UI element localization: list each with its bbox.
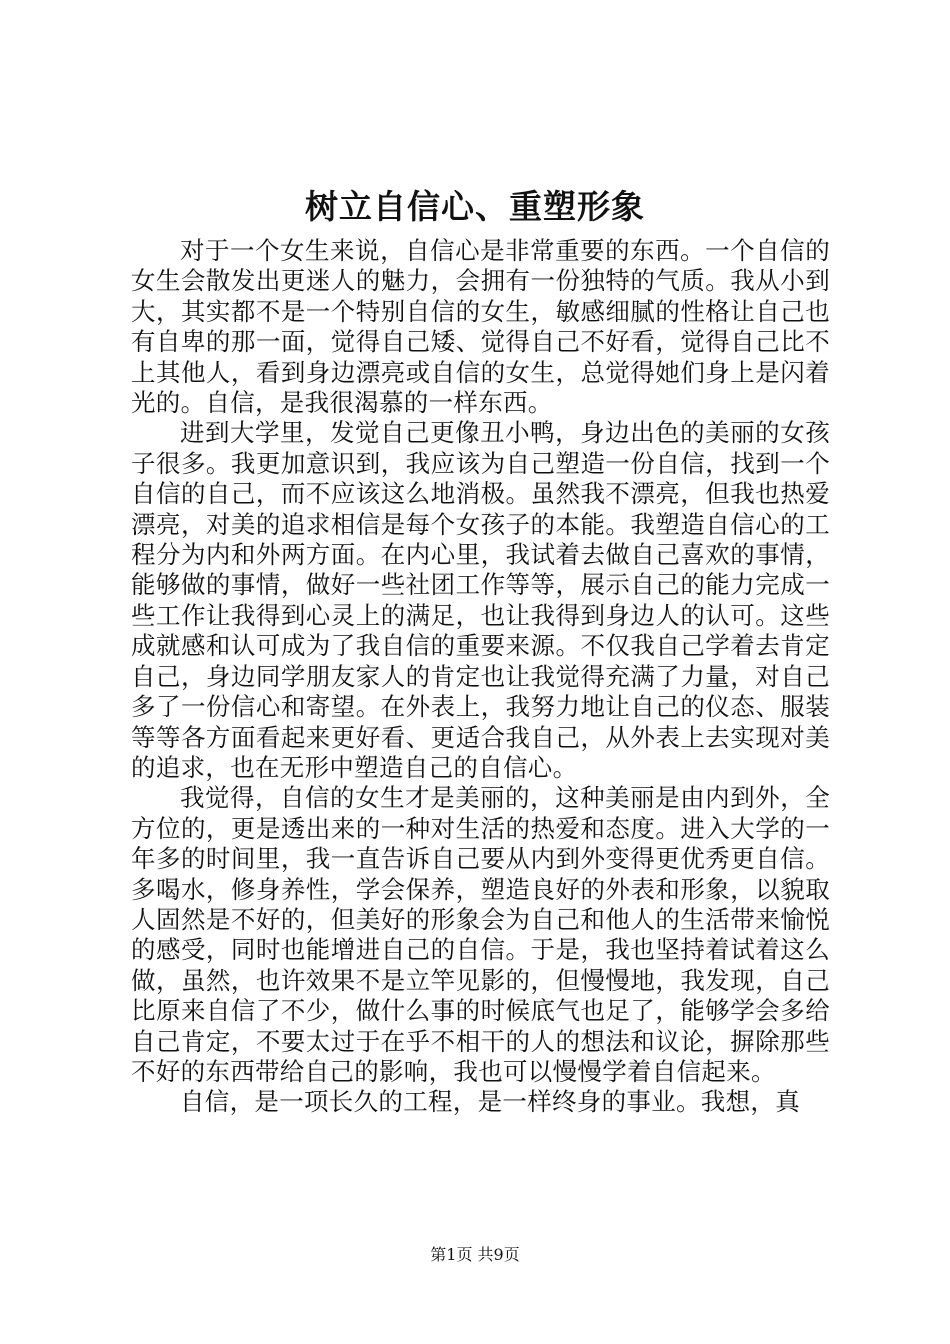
document-body (131, 236, 830, 1118)
page-number-footer: 第1页 共9页 (430, 1245, 520, 1264)
paragraph-4: 自信，是一项长久的工程，是一样终身的事业。我想，真 (180, 1087, 800, 1117)
paragraph-3: 我觉得，自信的女生才是美丽的，这种美丽是由内到外，全方位的，更是透出来的一种对生活的热爱和态度。进入大学的一年多的时间里，我一直告诉自己要从内到外变得更优秀更自信。多喝水，修身养性，学会保养，塑造良好的外表和形象，以貌取人固然是不好的，但美好的形象会为自己和他人的生活带来愉悦的感受，同时也能增进自己的自信。于是，我也坚持着试着这么做，虽然，也许效果不是立竿见影的，但慢慢地，我发现，自己比原来自信了不少，做什么事的时候底气也足了，能够学会多给自己肯定，不要太过于在乎不相干的人的想法和议论，摒除那些不好的东西带给自己的影响，我也可以慢慢学着自信起来。 (131, 783, 830, 1086)
document-title: 树立自信心、重塑形象 (305, 187, 645, 226)
paragraph-1: 对于一个女生来说，自信心是非常重要的东西。一个自信的女生会散发出更迷人的魅力，会拥有一份独特的气质。我从小到大，其实都不是一个特别自信的女生，敏感细腻的性格让自己也有自卑的那一面，觉得自己矮、觉得自己不好看，觉得自己比不上其他人，看到身边漂亮或自信的女生，总觉得她们身上是闪着光的。自信，是我很渴慕的一样东西。 (131, 236, 830, 418)
paragraph-2: 进到大学里，发觉自己更像丑小鸭，身边出色的美丽的女孩子很多。我更加意识到，我应该为自己塑造一份自信，找到一个自信的自己，而不应该这么地消极。虽然我不漂亮，但我也热爱漂亮，对美的追求相信是每个女孩子的本能。我塑造自信心的工程分为内和外两方面。在内心里，我试着去做自己喜欢的事情，能够做的事情，做好一些社团工作等等，展示自己的能力完成一些工作让我得到心灵上的满足，也让我得到身边人的认可。这些成就感和认可成为了我自信的重要来源。不仅我自己学着去肯定自己，身边同学朋友家人的肯定也让我觉得充满了力量，对自己多了一份信心和寄望。在外表上，我努力地让自己的仪态、服装等等各方面看起来更好看、更适合我自己，从外表上去实现对美的追求，也在无形中塑造自己的自信心。 (131, 418, 830, 782)
